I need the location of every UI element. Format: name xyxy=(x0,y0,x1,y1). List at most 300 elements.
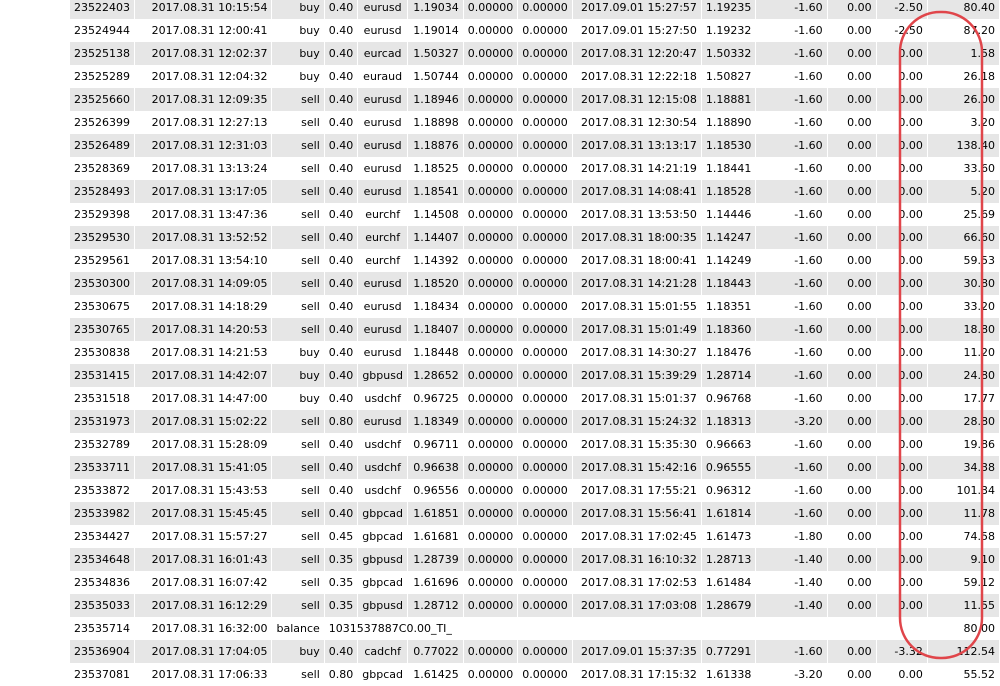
close-time-cell: 2017.09.01 15:27:57 xyxy=(572,0,701,19)
close-time-cell: 2017.08.31 15:01:55 xyxy=(572,295,701,318)
symbol-cell: eurusd xyxy=(358,0,408,19)
commission-cell: -1.60 xyxy=(756,433,827,456)
stop-loss-cell: 0.00000 xyxy=(463,0,518,19)
commission-cell: -1.60 xyxy=(756,318,827,341)
commission-cell: -1.80 xyxy=(756,525,827,548)
close-time-cell: 2017.08.31 18:00:41 xyxy=(572,249,701,272)
commission-cell: -3.20 xyxy=(756,410,827,433)
stop-loss-cell: 0.00000 xyxy=(463,318,518,341)
stop-loss-cell: 0.00000 xyxy=(463,249,518,272)
stop-loss-cell: 0.00000 xyxy=(463,157,518,180)
swap-cell: 0.00 xyxy=(876,548,927,571)
size-cell: 0.40 xyxy=(324,364,358,387)
table-row xyxy=(70,180,1000,203)
taxes-cell: 0.00 xyxy=(827,203,876,226)
ticket-cell: 23533711 xyxy=(70,456,135,479)
close-price-cell: 1.61814 xyxy=(701,502,756,525)
profit-cell: 101.34 xyxy=(927,479,999,502)
ticket-cell: 23532789 xyxy=(70,433,135,456)
close-time-cell: 2017.08.31 17:55:21 xyxy=(572,479,701,502)
table-row xyxy=(70,157,1000,180)
taxes-cell: 0.00 xyxy=(827,65,876,88)
swap-cell: 0.00 xyxy=(876,180,927,203)
open-price-cell: 1.18434 xyxy=(408,295,464,318)
stop-loss-cell: 0.00000 xyxy=(463,180,518,203)
profit-cell: 33.20 xyxy=(927,295,999,318)
close-time-cell: 2017.08.31 17:02:53 xyxy=(572,571,701,594)
table-row xyxy=(70,318,1000,341)
close-price-cell: 1.14446 xyxy=(701,203,756,226)
table-row xyxy=(70,295,1000,318)
close-time-cell: 2017.08.31 17:15:32 xyxy=(572,663,701,686)
take-profit-cell: 0.00000 xyxy=(518,295,573,318)
open-price-cell: 1.18407 xyxy=(408,318,464,341)
symbol-cell: gbpcad xyxy=(358,525,408,548)
size-cell: 0.40 xyxy=(324,318,358,341)
stop-loss-cell: 0.00000 xyxy=(463,548,518,571)
open-time-cell: 2017.08.31 14:47:00 xyxy=(135,387,272,410)
swap-cell: -2.50 xyxy=(876,0,927,19)
profit-cell: 74.58 xyxy=(927,525,999,548)
table-row xyxy=(70,203,1000,226)
open-price-cell: 1.18448 xyxy=(408,341,464,364)
commission-cell: -3.20 xyxy=(756,663,827,686)
commission-cell: -1.40 xyxy=(756,594,827,617)
take-profit-cell: 0.00000 xyxy=(518,663,573,686)
taxes-cell: 0.00 xyxy=(827,433,876,456)
close-time-cell: 2017.08.31 15:39:29 xyxy=(572,364,701,387)
symbol-cell: cadchf xyxy=(358,640,408,663)
ticket-cell: 23530300 xyxy=(70,272,135,295)
open-time-cell: 2017.08.31 13:17:05 xyxy=(135,180,272,203)
symbol-cell: eurusd xyxy=(358,134,408,157)
ticket-cell: 23534836 xyxy=(70,571,135,594)
ticket-cell: 23530765 xyxy=(70,318,135,341)
symbol-cell: eurchf xyxy=(358,203,408,226)
profit-cell: 112.54 xyxy=(927,640,999,663)
stop-loss-cell: 0.00000 xyxy=(463,525,518,548)
open-price-cell: 1.18525 xyxy=(408,157,464,180)
swap-cell: 0.00 xyxy=(876,525,927,548)
take-profit-cell: 0.00000 xyxy=(518,203,573,226)
symbol-cell: usdchf xyxy=(358,479,408,502)
type-cell: balance xyxy=(272,617,324,640)
size-cell: 0.40 xyxy=(324,479,358,502)
swap-cell: 0.00 xyxy=(876,663,927,686)
profit-cell: 1.58 xyxy=(927,42,999,65)
size-cell: 0.35 xyxy=(324,571,358,594)
open-time-cell: 2017.08.31 12:04:32 xyxy=(135,65,272,88)
size-cell: 0.40 xyxy=(324,0,358,19)
commission-cell: -1.60 xyxy=(756,640,827,663)
symbol-cell: eurusd xyxy=(358,157,408,180)
size-cell: 0.40 xyxy=(324,456,358,479)
open-time-cell: 2017.08.31 13:13:24 xyxy=(135,157,272,180)
type-cell: sell xyxy=(272,318,324,341)
taxes-cell: 0.00 xyxy=(827,502,876,525)
ticket-cell: 23534648 xyxy=(70,548,135,571)
symbol-cell: gbpcad xyxy=(358,502,408,525)
type-cell: buy xyxy=(272,387,324,410)
taxes-cell: 0.00 xyxy=(827,479,876,502)
close-time-cell: 2017.08.31 14:21:19 xyxy=(572,157,701,180)
symbol-cell: eurusd xyxy=(358,341,408,364)
ticket-cell: 23525289 xyxy=(70,65,135,88)
symbol-cell: gbpcad xyxy=(358,571,408,594)
take-profit-cell: 0.00000 xyxy=(518,180,573,203)
close-time-cell: 2017.08.31 15:56:41 xyxy=(572,502,701,525)
stop-loss-cell: 0.00000 xyxy=(463,295,518,318)
swap-cell: 0.00 xyxy=(876,410,927,433)
ticket-cell: 23524944 xyxy=(70,19,135,42)
size-cell: 0.35 xyxy=(324,548,358,571)
ticket-cell: 23535033 xyxy=(70,594,135,617)
ticket-cell: 23529561 xyxy=(70,249,135,272)
open-price-cell: 1.14392 xyxy=(408,249,464,272)
table-row xyxy=(70,548,1000,571)
table-row xyxy=(70,226,1000,249)
size-cell: 0.40 xyxy=(324,203,358,226)
open-price-cell: 1.28652 xyxy=(408,364,464,387)
close-time-cell: 2017.08.31 14:21:28 xyxy=(572,272,701,295)
size-cell: 0.40 xyxy=(324,272,358,295)
symbol-cell: eurusd xyxy=(358,180,408,203)
profit-cell: 80.40 xyxy=(927,0,999,19)
open-price-cell: 1.61851 xyxy=(408,502,464,525)
open-time-cell: 2017.08.31 16:07:42 xyxy=(135,571,272,594)
type-cell: sell xyxy=(272,433,324,456)
trade-rows xyxy=(70,0,1000,686)
taxes-cell: 0.00 xyxy=(827,157,876,180)
close-price-cell: 1.19232 xyxy=(701,19,756,42)
stop-loss-cell: 0.00000 xyxy=(463,111,518,134)
stop-loss-cell: 0.00000 xyxy=(463,387,518,410)
table-row xyxy=(70,0,1000,19)
take-profit-cell: 0.00000 xyxy=(518,226,573,249)
size-cell: 0.40 xyxy=(324,42,358,65)
swap-cell: 0.00 xyxy=(876,88,927,111)
profit-cell: 87.20 xyxy=(927,19,999,42)
table-row xyxy=(70,88,1000,111)
open-time-cell: 2017.08.31 17:04:05 xyxy=(135,640,272,663)
swap-cell: 0.00 xyxy=(876,456,927,479)
close-price-cell: 1.18528 xyxy=(701,180,756,203)
ticket-cell: 23530675 xyxy=(70,295,135,318)
balance-row xyxy=(70,617,1000,640)
ticket-cell: 23535714 xyxy=(70,617,135,640)
close-price-cell: 1.61473 xyxy=(701,525,756,548)
open-time-cell: 2017.08.31 16:12:29 xyxy=(135,594,272,617)
symbol-cell: gbpcad xyxy=(358,663,408,686)
close-price-cell: 1.18530 xyxy=(701,134,756,157)
table-row xyxy=(70,479,1000,502)
swap-cell: 0.00 xyxy=(876,249,927,272)
table-row xyxy=(70,111,1000,134)
size-cell: 0.40 xyxy=(324,157,358,180)
size-cell: 0.35 xyxy=(324,594,358,617)
take-profit-cell: 0.00000 xyxy=(518,249,573,272)
swap-cell: 0.00 xyxy=(876,502,927,525)
open-time-cell: 2017.08.31 15:28:09 xyxy=(135,433,272,456)
ticket-cell: 23536904 xyxy=(70,640,135,663)
balance-comment-cell: 1031537887C0.00_TI_ xyxy=(324,617,927,640)
taxes-cell: 0.00 xyxy=(827,456,876,479)
taxes-cell: 0.00 xyxy=(827,548,876,571)
open-time-cell: 2017.08.31 15:41:05 xyxy=(135,456,272,479)
open-time-cell: 2017.08.31 17:06:33 xyxy=(135,663,272,686)
type-cell: buy xyxy=(272,65,324,88)
open-time-cell: 2017.08.31 13:47:36 xyxy=(135,203,272,226)
open-time-cell: 2017.08.31 16:01:43 xyxy=(135,548,272,571)
table-row xyxy=(70,410,1000,433)
close-price-cell: 1.28714 xyxy=(701,364,756,387)
ticket-cell: 23526489 xyxy=(70,134,135,157)
symbol-cell: usdchf xyxy=(358,387,408,410)
stop-loss-cell: 0.00000 xyxy=(463,410,518,433)
open-price-cell: 1.50327 xyxy=(408,42,464,65)
close-time-cell: 2017.08.31 14:30:27 xyxy=(572,341,701,364)
take-profit-cell: 0.00000 xyxy=(518,410,573,433)
open-price-cell: 1.18520 xyxy=(408,272,464,295)
commission-cell: -1.60 xyxy=(756,88,827,111)
size-cell: 0.40 xyxy=(324,65,358,88)
table-row xyxy=(70,134,1000,157)
commission-cell: -1.40 xyxy=(756,548,827,571)
size-cell: 0.40 xyxy=(324,180,358,203)
open-price-cell: 1.14508 xyxy=(408,203,464,226)
table-row xyxy=(70,249,1000,272)
size-cell: 0.40 xyxy=(324,295,358,318)
commission-cell: -1.60 xyxy=(756,0,827,19)
stop-loss-cell: 0.00000 xyxy=(463,571,518,594)
close-price-cell: 1.61484 xyxy=(701,571,756,594)
type-cell: sell xyxy=(272,157,324,180)
take-profit-cell: 0.00000 xyxy=(518,341,573,364)
open-time-cell: 2017.08.31 15:43:53 xyxy=(135,479,272,502)
profit-cell: 55.52 xyxy=(927,663,999,686)
profit-cell: 80.00 xyxy=(927,617,999,640)
table-row xyxy=(70,640,1000,663)
symbol-cell: eurusd xyxy=(358,295,408,318)
stop-loss-cell: 0.00000 xyxy=(463,341,518,364)
size-cell: 0.80 xyxy=(324,663,358,686)
take-profit-cell: 0.00000 xyxy=(518,594,573,617)
take-profit-cell: 0.00000 xyxy=(518,456,573,479)
profit-cell: 30.80 xyxy=(927,272,999,295)
ticket-cell: 23533872 xyxy=(70,479,135,502)
take-profit-cell: 0.00000 xyxy=(518,157,573,180)
close-time-cell: 2017.08.31 15:24:32 xyxy=(572,410,701,433)
swap-cell: 0.00 xyxy=(876,134,927,157)
profit-cell: 18.80 xyxy=(927,318,999,341)
close-time-cell: 2017.08.31 12:30:54 xyxy=(572,111,701,134)
profit-cell: 28.80 xyxy=(927,410,999,433)
profit-cell: 9.10 xyxy=(927,548,999,571)
type-cell: sell xyxy=(272,571,324,594)
size-cell: 0.40 xyxy=(324,387,358,410)
open-time-cell: 2017.08.31 12:02:37 xyxy=(135,42,272,65)
close-time-cell: 2017.09.01 15:27:50 xyxy=(572,19,701,42)
taxes-cell: 0.00 xyxy=(827,226,876,249)
size-cell: 0.40 xyxy=(324,111,358,134)
take-profit-cell: 0.00000 xyxy=(518,433,573,456)
type-cell: sell xyxy=(272,502,324,525)
take-profit-cell: 0.00000 xyxy=(518,479,573,502)
profit-cell: 19.86 xyxy=(927,433,999,456)
take-profit-cell: 0.00000 xyxy=(518,88,573,111)
type-cell: buy xyxy=(272,364,324,387)
stop-loss-cell: 0.00000 xyxy=(463,272,518,295)
close-time-cell: 2017.08.31 16:10:32 xyxy=(572,548,701,571)
open-time-cell: 2017.08.31 16:32:00 xyxy=(135,617,272,640)
symbol-cell: eurchf xyxy=(358,249,408,272)
swap-cell: 0.00 xyxy=(876,65,927,88)
swap-cell: 0.00 xyxy=(876,594,927,617)
type-cell: sell xyxy=(272,249,324,272)
ticket-cell: 23526399 xyxy=(70,111,135,134)
open-time-cell: 2017.08.31 10:15:54 xyxy=(135,0,272,19)
ticket-cell: 23531415 xyxy=(70,364,135,387)
taxes-cell: 0.00 xyxy=(827,571,876,594)
taxes-cell: 0.00 xyxy=(827,594,876,617)
ticket-cell: 23529530 xyxy=(70,226,135,249)
type-cell: sell xyxy=(272,410,324,433)
close-price-cell: 0.96312 xyxy=(701,479,756,502)
table-row xyxy=(70,272,1000,295)
open-time-cell: 2017.08.31 12:09:35 xyxy=(135,88,272,111)
close-price-cell: 0.77291 xyxy=(701,640,756,663)
close-time-cell: 2017.08.31 13:53:50 xyxy=(572,203,701,226)
size-cell: 0.40 xyxy=(324,88,358,111)
stop-loss-cell: 0.00000 xyxy=(463,640,518,663)
commission-cell: -1.60 xyxy=(756,502,827,525)
type-cell: sell xyxy=(272,226,324,249)
stop-loss-cell: 0.00000 xyxy=(463,456,518,479)
taxes-cell: 0.00 xyxy=(827,0,876,19)
table-row xyxy=(70,19,1000,42)
swap-cell: -2.50 xyxy=(876,19,927,42)
stop-loss-cell: 0.00000 xyxy=(463,134,518,157)
open-price-cell: 1.61681 xyxy=(408,525,464,548)
symbol-cell: gbpusd xyxy=(358,594,408,617)
close-time-cell: 2017.08.31 17:02:45 xyxy=(572,525,701,548)
open-time-cell: 2017.08.31 14:42:07 xyxy=(135,364,272,387)
profit-cell: 25.69 xyxy=(927,203,999,226)
table-row xyxy=(70,364,1000,387)
symbol-cell: usdchf xyxy=(358,433,408,456)
ticket-cell: 23533982 xyxy=(70,502,135,525)
profit-cell: 59.12 xyxy=(927,571,999,594)
type-cell: buy xyxy=(272,42,324,65)
type-cell: sell xyxy=(272,594,324,617)
stop-loss-cell: 0.00000 xyxy=(463,226,518,249)
stop-loss-cell: 0.00000 xyxy=(463,19,518,42)
table-row xyxy=(70,456,1000,479)
close-price-cell: 0.96555 xyxy=(701,456,756,479)
symbol-cell: eurusd xyxy=(358,272,408,295)
stop-loss-cell: 0.00000 xyxy=(463,663,518,686)
symbol-cell: gbpusd xyxy=(358,548,408,571)
swap-cell: 0.00 xyxy=(876,203,927,226)
take-profit-cell: 0.00000 xyxy=(518,272,573,295)
type-cell: buy xyxy=(272,0,324,19)
open-time-cell: 2017.08.31 12:27:13 xyxy=(135,111,272,134)
size-cell: 0.40 xyxy=(324,19,358,42)
size-cell: 0.45 xyxy=(324,525,358,548)
open-price-cell: 1.61696 xyxy=(408,571,464,594)
close-price-cell: 1.19235 xyxy=(701,0,756,19)
taxes-cell: 0.00 xyxy=(827,640,876,663)
size-cell: 0.40 xyxy=(324,341,358,364)
commission-cell: -1.60 xyxy=(756,19,827,42)
open-price-cell: 0.77022 xyxy=(408,640,464,663)
stop-loss-cell: 0.00000 xyxy=(463,88,518,111)
stop-loss-cell: 0.00000 xyxy=(463,65,518,88)
ticket-cell: 23537081 xyxy=(70,663,135,686)
profit-cell: 11.55 xyxy=(927,594,999,617)
size-cell: 0.40 xyxy=(324,249,358,272)
profit-cell: 26.18 xyxy=(927,65,999,88)
close-price-cell: 1.14249 xyxy=(701,249,756,272)
close-time-cell: 2017.08.31 18:00:35 xyxy=(572,226,701,249)
close-time-cell: 2017.08.31 12:20:47 xyxy=(572,42,701,65)
ticket-cell: 23522403 xyxy=(70,0,135,19)
stop-loss-cell: 0.00000 xyxy=(463,479,518,502)
close-price-cell: 1.18313 xyxy=(701,410,756,433)
symbol-cell: eurusd xyxy=(358,88,408,111)
close-price-cell: 1.50827 xyxy=(701,65,756,88)
taxes-cell: 0.00 xyxy=(827,272,876,295)
profit-cell: 11.20 xyxy=(927,341,999,364)
stop-loss-cell: 0.00000 xyxy=(463,594,518,617)
profit-cell: 66.60 xyxy=(927,226,999,249)
ticket-cell: 23528369 xyxy=(70,157,135,180)
close-time-cell: 2017.08.31 12:22:18 xyxy=(572,65,701,88)
take-profit-cell: 0.00000 xyxy=(518,640,573,663)
type-cell: sell xyxy=(272,525,324,548)
open-time-cell: 2017.08.31 15:45:45 xyxy=(135,502,272,525)
size-cell: 0.40 xyxy=(324,640,358,663)
symbol-cell: eurchf xyxy=(358,226,408,249)
open-price-cell: 1.14407 xyxy=(408,226,464,249)
close-time-cell: 2017.08.31 14:08:41 xyxy=(572,180,701,203)
table-row xyxy=(70,594,1000,617)
ticket-cell: 23529398 xyxy=(70,203,135,226)
open-price-cell: 1.28712 xyxy=(408,594,464,617)
type-cell: sell xyxy=(272,203,324,226)
type-cell: sell xyxy=(272,295,324,318)
commission-cell: -1.60 xyxy=(756,111,827,134)
open-price-cell: 0.96638 xyxy=(408,456,464,479)
profit-cell: 24.80 xyxy=(927,364,999,387)
type-cell: buy xyxy=(272,19,324,42)
open-price-cell: 1.50744 xyxy=(408,65,464,88)
take-profit-cell: 0.00000 xyxy=(518,42,573,65)
symbol-cell: usdchf xyxy=(358,456,408,479)
open-price-cell: 0.96556 xyxy=(408,479,464,502)
commission-cell: -1.60 xyxy=(756,364,827,387)
profit-cell: 17.77 xyxy=(927,387,999,410)
taxes-cell: 0.00 xyxy=(827,295,876,318)
taxes-cell: 0.00 xyxy=(827,387,876,410)
swap-cell: 0.00 xyxy=(876,111,927,134)
open-price-cell: 1.18541 xyxy=(408,180,464,203)
type-cell: sell xyxy=(272,272,324,295)
commission-cell: -1.60 xyxy=(756,272,827,295)
commission-cell: -1.60 xyxy=(756,134,827,157)
profit-cell: 26.00 xyxy=(927,88,999,111)
taxes-cell: 0.00 xyxy=(827,111,876,134)
